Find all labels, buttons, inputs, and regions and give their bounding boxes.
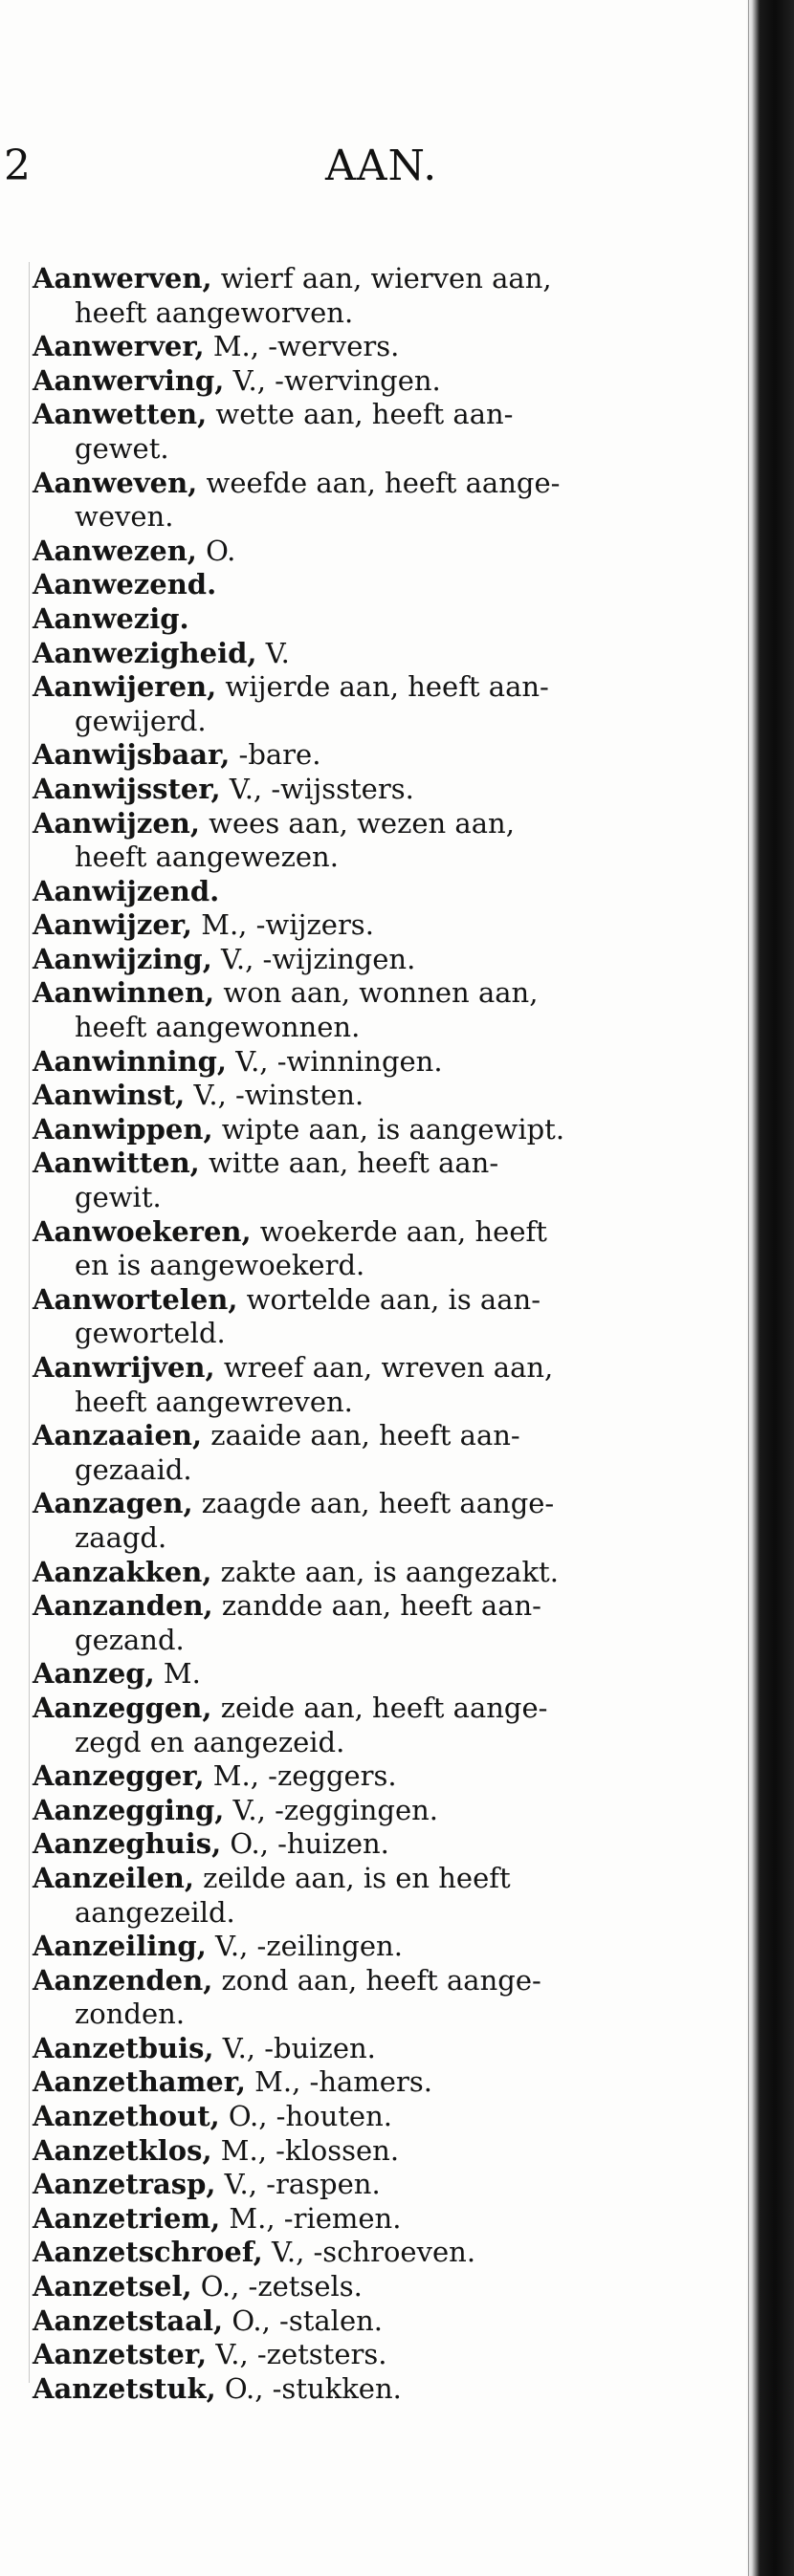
entry-headword: Aanwezen, [33, 534, 197, 567]
entry-definition: zaagde aan, heeft aange- [192, 1487, 555, 1520]
entry-definition: V., -zeilingen. [206, 1930, 403, 1963]
entry-headword: Aanzeggen, [33, 1691, 212, 1724]
dictionary-entry [33, 2032, 714, 2066]
entry-definition: V., -wijssters. [220, 772, 414, 805]
entry-headword: Aanwijzend. [33, 874, 220, 907]
dictionary-entry [33, 1794, 714, 1828]
entry-definition: M. [154, 1657, 201, 1691]
entry-headword: Aanzenden, [33, 1963, 213, 1997]
entry-continuation: gewijerd. [75, 704, 207, 737]
entry-headword: Aanzetster, [33, 2338, 208, 2371]
dictionary-entry [33, 1215, 714, 1283]
entry-definition: -bare. [230, 738, 321, 772]
dictionary-entry [33, 2100, 714, 2134]
entry-headword: Aanwetten, [33, 398, 208, 431]
entry-definition: O., -huizen. [221, 1827, 389, 1861]
entry-continuation: weven. [75, 500, 174, 534]
entry-definition: O., -zetsels. [191, 2270, 363, 2303]
dictionary-entry [33, 2304, 714, 2339]
entry-headword: Aanzegger, [33, 1759, 205, 1793]
entry-definition: V., -winningen. [227, 1044, 443, 1078]
entry-definition: V., -winsten. [185, 1079, 364, 1112]
entry-headword: Aanzetstuk, [33, 2371, 216, 2405]
dictionary-entry [33, 1045, 714, 1080]
entry-definition: wees aan, wezen aan, [199, 806, 515, 840]
entry-continuation: gezand. [75, 1623, 185, 1656]
entry-definition: wipte aan, is aangewipt. [212, 1112, 565, 1146]
entry-definition: zaaide aan, heeft aan- [202, 1419, 520, 1452]
entry-definition: zeide aan, heeft aange- [211, 1691, 548, 1724]
entry-headword: Aanzetsel, [33, 2270, 192, 2303]
entry-headword: Aanzanden, [33, 1589, 213, 1623]
entry-headword: Aanwijeren, [33, 670, 217, 704]
entry-continuation: aangezeild. [75, 1895, 235, 1929]
dictionary-entry [33, 2236, 714, 2270]
column-rule [29, 262, 30, 2383]
entry-definition: O., -stalen. [223, 2303, 384, 2337]
dictionary-entry [33, 1487, 714, 1555]
entry-headword: Aanwezigheid, [33, 636, 257, 669]
entry-continuation: gezaaid. [75, 1452, 192, 1486]
entry-continuation: geworteld. [75, 1317, 226, 1350]
entry-headword: Aanzaaien, [33, 1419, 203, 1452]
entry-definition: weefde aan, heeft aange- [197, 466, 561, 499]
dictionary-entry [33, 1351, 714, 1419]
entry-headword: Aanwezig. [33, 601, 189, 635]
entry-continuation: zonden. [75, 1997, 186, 2031]
entry-continuation: zegd en aangezeid. [75, 1725, 345, 1758]
entry-headword: Aanwerving, [33, 363, 225, 397]
dictionary-entry [33, 2065, 714, 2100]
entry-definition: wierf aan, wierven aan, [211, 262, 552, 295]
running-head: AAN. [325, 142, 438, 190]
dictionary-entry [33, 602, 714, 637]
entry-headword: Aanzeg, [33, 1657, 155, 1691]
entry-definition: zakte aan, is aangezakt. [211, 1555, 559, 1588]
dictionary-entry [33, 1589, 714, 1657]
entry-headword: Aanzegging, [33, 1793, 225, 1826]
dictionary-entry [33, 637, 714, 671]
dictionary-entry [33, 976, 714, 1044]
entry-definition: witte aan, heeft aan- [199, 1146, 499, 1180]
dictionary-entry [33, 2202, 714, 2237]
entry-headword: Aanwinning, [33, 1044, 227, 1078]
entry-headword: Aanwijsbaar, [33, 738, 231, 772]
entry-headword: Aanwrijven, [33, 1351, 215, 1384]
dictionary-entry [33, 773, 714, 807]
dictionary-entry [33, 568, 714, 602]
dictionary-entry [33, 875, 714, 909]
page-number: 2 [4, 142, 31, 190]
dictionary-entry [33, 1930, 714, 1964]
entry-headword: Aanzeghuis, [33, 1827, 222, 1861]
entry-headword: Aanzeiling, [33, 1930, 207, 1963]
dictionary-entry [33, 535, 714, 569]
entry-headword: Aanwijzen, [33, 806, 200, 840]
dictionary-entry [33, 330, 714, 364]
entry-definition: O., -stukken. [215, 2371, 402, 2405]
dictionary-entry [33, 1964, 714, 2032]
entry-definition: wortelde aan, is aan- [237, 1282, 540, 1316]
dictionary-entry [33, 2270, 714, 2304]
page-binding-edge [746, 0, 794, 2576]
entry-headword: Aanzetstaal, [33, 2303, 224, 2337]
entry-headword: Aanzagen, [33, 1487, 193, 1520]
entry-headword: Aanwinnen, [33, 976, 215, 1010]
dictionary-entry [33, 2134, 714, 2169]
dictionary-entry [33, 1759, 714, 1794]
dictionary-entry [33, 1146, 714, 1214]
entry-headword: Aanzetrasp, [33, 2168, 216, 2201]
entry-headword: Aanwitten, [33, 1146, 200, 1180]
entry-definition: wette aan, heeft aan- [207, 398, 514, 431]
entry-definition: M., -klossen. [211, 2133, 400, 2167]
entry-definition: zeilde aan, is en heeft [193, 1861, 511, 1894]
dictionary-entry [33, 1283, 714, 1351]
entry-continuation: en is aangewoekerd. [75, 1249, 365, 1282]
entry-definition: M., -hamers. [245, 2065, 432, 2099]
entry-definition: zandde aan, heeft aan- [212, 1589, 541, 1623]
dictionary-entry [33, 364, 714, 399]
dictionary-entry [33, 398, 714, 466]
entry-definition: V. [256, 636, 290, 669]
entry-continuation: heeft aangewreven. [75, 1385, 353, 1418]
dictionary-entry [33, 1556, 714, 1590]
dictionary-entry [33, 943, 714, 977]
entry-headword: Aanzethout, [33, 2100, 220, 2133]
entry-definition: V., -wijzingen. [211, 942, 416, 975]
page-header [0, 142, 746, 199]
entry-definition: V., -buizen. [213, 2031, 376, 2064]
entry-headword: Aanwerven, [33, 262, 212, 295]
dictionary-entry [33, 1827, 714, 1862]
entry-headword: Aanzetriem, [33, 2201, 221, 2235]
dictionary-entry [33, 1657, 714, 1692]
entry-definition: V., -zeggingen. [224, 1793, 439, 1826]
entry-headword: Aanwoekeren, [33, 1214, 252, 1248]
entry-definition: V., -schroeven. [262, 2236, 476, 2269]
entry-definition: V., -zetsters. [207, 2338, 387, 2371]
entry-definition: M., -zeggers. [204, 1759, 397, 1793]
entry-headword: Aanweven, [33, 466, 198, 499]
entry-definition: zond aan, heeft aange- [212, 1963, 541, 1997]
dictionary-entry [33, 467, 714, 535]
entry-definition: M., -wervers. [204, 330, 400, 363]
dictionary-entry [33, 738, 714, 773]
entry-continuation: gewet. [75, 431, 169, 465]
entry-headword: Aanwortelen, [33, 1282, 238, 1316]
dictionary-entry [33, 908, 714, 943]
entry-definition: won aan, wonnen aan, [214, 976, 539, 1010]
dictionary-entry [33, 1692, 714, 1759]
dictionary-entry [33, 2372, 714, 2407]
entry-headword: Aanzetbuis, [33, 2031, 214, 2064]
entry-headword: Aanwippen, [33, 1112, 213, 1146]
entry-headword: Aanzetschroef, [33, 2236, 263, 2269]
entry-continuation: zaagd. [75, 1520, 167, 1554]
dictionary-entry [33, 262, 714, 330]
entry-headword: Aanwinst, [33, 1079, 186, 1112]
dictionary-entry [33, 1419, 714, 1487]
dictionary-entry [33, 2338, 714, 2372]
entry-definition: O., -houten. [219, 2100, 392, 2133]
entry-headword: Aanwezend. [33, 568, 217, 601]
dictionary-entry [33, 1862, 714, 1930]
dictionary-entry [33, 2168, 714, 2202]
entry-headword: Aanwijsster, [33, 772, 221, 805]
entry-headword: Aanzeilen, [33, 1861, 194, 1894]
entry-definition: woekerde aan, heeft [251, 1214, 547, 1248]
entry-definition: V., -wervingen. [224, 363, 441, 397]
entry-definition: wijerde aan, heeft aan- [216, 670, 549, 704]
entry-headword: Aanwijzer, [33, 908, 193, 942]
entry-definition: wreef aan, wreven aan, [214, 1351, 554, 1384]
dictionary-entry [33, 807, 714, 875]
entry-continuation: heeft aangewonnen. [75, 1011, 361, 1044]
dictionary-entry [33, 1079, 714, 1113]
entry-headword: Aanzetklos, [33, 2133, 212, 2167]
entry-headword: Aanzakken, [33, 1555, 212, 1588]
dictionary-entry [33, 670, 714, 738]
entry-headword: Aanwijzing, [33, 942, 212, 975]
entry-definition: O. [196, 534, 236, 567]
entry-definition: M., -wijzers. [192, 908, 374, 942]
entry-headword: Aanwerver, [33, 330, 205, 363]
entry-definition: V., -raspen. [215, 2168, 381, 2201]
entry-continuation: heeft aangewezen. [75, 840, 339, 874]
entry-continuation: heeft aangeworven. [75, 295, 354, 329]
dictionary-entry [33, 1113, 714, 1147]
entry-definition: M., -riemen. [220, 2201, 402, 2235]
entry-continuation: gewit. [75, 1181, 162, 1214]
entry-headword: Aanzethamer, [33, 2065, 246, 2099]
entry-list [33, 262, 714, 2406]
